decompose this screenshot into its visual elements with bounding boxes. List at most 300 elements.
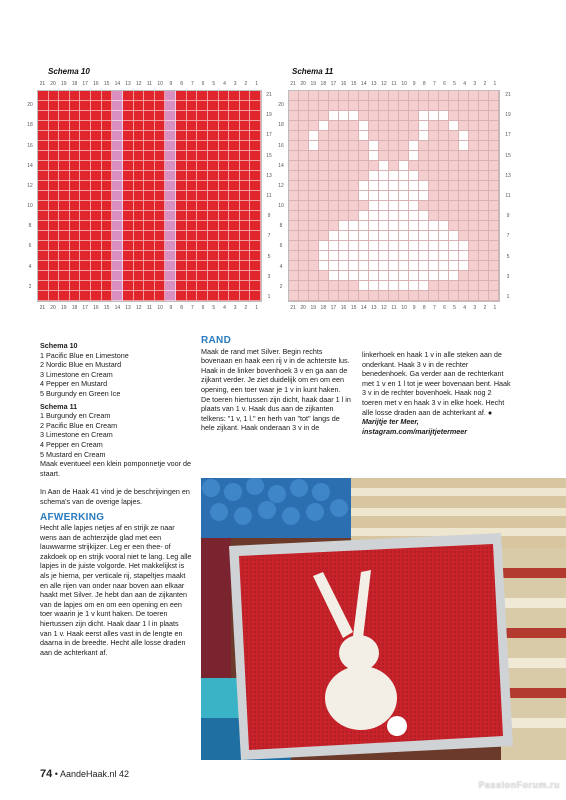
chart-cell — [208, 231, 219, 241]
chart-cell — [176, 211, 187, 221]
chart-cell — [112, 141, 123, 151]
chart-cell — [134, 181, 145, 191]
chart-cell — [409, 121, 419, 131]
grid-number: 5 — [453, 305, 456, 311]
chart-cell — [439, 291, 449, 301]
grid-number: 1 — [493, 81, 497, 87]
chart-cell — [91, 211, 102, 221]
chart-cell — [134, 171, 145, 181]
chart-cell — [349, 231, 359, 241]
chart-cell — [309, 261, 319, 271]
chart-cell — [59, 271, 70, 281]
chart-cell — [329, 151, 339, 161]
chart-cell — [389, 231, 399, 241]
chart-cell — [289, 251, 299, 261]
chart-cell — [123, 171, 134, 181]
chart-cell — [219, 241, 230, 251]
grid-number: 21 — [266, 92, 272, 99]
grid-number: 4 — [463, 305, 467, 311]
chart-cell — [469, 131, 479, 141]
chart-cell — [329, 111, 339, 121]
chart-cell — [59, 121, 70, 131]
chart-cell — [219, 281, 230, 291]
chart-cell — [49, 161, 60, 171]
chart-cell — [59, 201, 70, 211]
chart-cell — [229, 211, 240, 221]
chart-cell — [176, 121, 187, 131]
chart-cell — [439, 101, 449, 111]
chart-cell — [479, 211, 489, 221]
chart-cell — [91, 101, 102, 111]
chart-cell — [309, 221, 319, 231]
chart-cell — [197, 211, 208, 221]
grid-number: 15 — [350, 305, 357, 311]
chart-cell — [176, 261, 187, 271]
chart-cell — [123, 201, 134, 211]
chart-cell — [144, 211, 155, 221]
chart-cell — [49, 261, 60, 271]
chart-cell — [250, 191, 261, 201]
chart-cell — [449, 291, 459, 301]
chart-cell — [439, 191, 449, 201]
chart-cell — [459, 191, 469, 201]
chart-cell — [112, 231, 123, 241]
chart-cell — [123, 271, 134, 281]
chart-cell — [309, 91, 319, 101]
chart-cell — [240, 181, 251, 191]
chart-cell — [359, 221, 369, 231]
chart-cell — [389, 91, 399, 101]
chart-cell — [299, 251, 309, 261]
grid-number: 19 — [60, 81, 67, 87]
chart-cell — [155, 131, 166, 141]
chart-cell — [389, 141, 399, 151]
chart-cell — [49, 221, 60, 231]
chart-cell — [197, 271, 208, 281]
chart-cell — [379, 131, 389, 141]
chart-cell — [38, 161, 49, 171]
chart-cell — [439, 261, 449, 271]
chart-cell — [49, 251, 60, 261]
chart-cell — [369, 241, 379, 251]
chart-cell — [479, 291, 489, 301]
chart-cell — [250, 91, 261, 101]
chart-cell — [176, 151, 187, 161]
chart-cell — [176, 221, 187, 231]
grid-number: 18 — [320, 305, 327, 311]
chart-cell — [250, 151, 261, 161]
chart-cell — [489, 121, 499, 131]
chart-cell — [449, 91, 459, 101]
grid-number: 2 — [244, 81, 248, 87]
chart-cell — [70, 171, 81, 181]
chart-cell — [144, 121, 155, 131]
chart-cell — [289, 181, 299, 191]
chart-cell — [187, 221, 198, 231]
chart-cell — [399, 271, 409, 281]
grid-number: 6 — [443, 81, 446, 87]
chart-cell — [112, 211, 123, 221]
chart-cell — [329, 231, 339, 241]
chart-cell — [59, 171, 70, 181]
schema-10-chart — [37, 90, 262, 302]
chart-cell — [70, 291, 81, 301]
chart-cell — [449, 261, 459, 271]
chart-cell — [80, 231, 91, 241]
chart-cell — [80, 221, 91, 231]
chart-cell — [339, 241, 349, 251]
chart-cell — [319, 181, 329, 191]
chart-cell — [134, 101, 145, 111]
chart-cell — [38, 151, 49, 161]
chart-cell — [349, 191, 359, 201]
chart-cell — [439, 141, 449, 151]
chart-cell — [409, 241, 419, 251]
chart-cell — [240, 91, 251, 101]
chart-cell — [187, 151, 198, 161]
chart-cell — [165, 241, 176, 251]
chart-cell — [389, 171, 399, 181]
chart-cell — [369, 271, 379, 281]
chart-cell — [399, 201, 409, 211]
afwerking-heading: AFWERKING — [40, 511, 105, 523]
grid-number: 18 — [71, 81, 78, 87]
chart-cell — [59, 161, 70, 171]
grid-number: 11 — [391, 305, 397, 311]
chart-cell — [489, 151, 499, 161]
chart-cell — [289, 121, 299, 131]
chart-cell — [197, 191, 208, 201]
chart-cell — [419, 121, 429, 131]
chart-cell — [389, 161, 399, 171]
grid-number: 7 — [432, 81, 436, 87]
chart-cell — [479, 101, 489, 111]
chart-cell — [70, 131, 81, 141]
chart-cell — [319, 101, 329, 111]
chart-cell — [469, 221, 479, 231]
chart-cell — [155, 211, 166, 221]
chart-cell — [329, 281, 339, 291]
chart-cell — [379, 101, 389, 111]
chart-cell — [409, 181, 419, 191]
chart-cell — [176, 101, 187, 111]
chart-cell — [38, 251, 49, 261]
chart-cell — [439, 171, 449, 181]
chart-cell — [123, 141, 134, 151]
chart-cell — [250, 121, 261, 131]
chart-cell — [409, 281, 419, 291]
chart-cell — [319, 131, 329, 141]
chart-cell — [479, 111, 489, 121]
grid-number: 4 — [223, 305, 226, 311]
chart-cell — [112, 191, 123, 201]
chart-cell — [240, 201, 251, 211]
chart-cell — [102, 161, 113, 171]
chart-cell — [489, 201, 499, 211]
chart-cell — [134, 221, 145, 231]
grid-number: 9 — [506, 213, 510, 220]
grid-number: 18 — [27, 122, 33, 129]
chart-cell — [299, 281, 309, 291]
grid-number: 10 — [157, 305, 163, 311]
author-instagram[interactable]: instagram.com/marijtjetermeer — [362, 426, 468, 436]
chart-cell — [197, 251, 208, 261]
chart-cell — [489, 101, 499, 111]
grid-number: 21 — [505, 92, 511, 99]
chart-cell — [91, 241, 102, 251]
chart-cell — [229, 261, 240, 271]
chart-cell — [449, 101, 459, 111]
chart-cell — [134, 251, 145, 261]
chart-cell — [379, 191, 389, 201]
chart-cell — [339, 251, 349, 261]
chart-cell — [134, 111, 145, 121]
chart-cell — [319, 161, 329, 171]
chart-cell — [59, 231, 70, 241]
chart-cell — [369, 91, 379, 101]
chart-cell — [349, 101, 359, 111]
chart-cell — [449, 221, 459, 231]
chart-cell — [369, 161, 379, 171]
chart-cell — [489, 241, 499, 251]
chart-cell — [469, 141, 479, 151]
chart-cell — [70, 101, 81, 111]
chart-cell — [399, 251, 409, 261]
chart-cell — [369, 201, 379, 211]
chart-cell — [59, 291, 70, 301]
chart-cell — [369, 181, 379, 191]
chart-cell — [144, 151, 155, 161]
chart-cell — [429, 111, 439, 121]
chart-cell — [399, 291, 409, 301]
chart-cell — [409, 271, 419, 281]
chart-cell — [91, 231, 102, 241]
chart-cell — [219, 191, 230, 201]
grid-number: 10 — [278, 203, 284, 210]
chart-cell — [155, 101, 166, 111]
grid-number: 5 — [506, 253, 510, 260]
chart-cell — [299, 181, 309, 191]
chart-cell — [208, 101, 219, 111]
chart-cell — [208, 91, 219, 101]
grid-number: 11 — [505, 193, 511, 199]
grid-number: 11 — [146, 305, 153, 311]
chart-cell — [299, 271, 309, 281]
chart-cell — [134, 161, 145, 171]
chart-cell — [469, 211, 479, 221]
chart-cell — [289, 231, 299, 241]
chart-cell — [459, 251, 469, 261]
chart-cell — [379, 211, 389, 221]
chart-cell — [38, 181, 49, 191]
chart-cell — [479, 91, 489, 101]
color-list-item: 3 Limestone en Cream — [40, 369, 113, 379]
chart-cell — [197, 261, 208, 271]
chart-cell — [479, 251, 489, 261]
chart-cell — [419, 101, 429, 111]
grid-number: 2 — [244, 305, 248, 311]
chart-cell — [165, 221, 176, 231]
chart-cell — [70, 111, 81, 121]
chart-cell — [187, 211, 198, 221]
chart-cell — [469, 101, 479, 111]
chart-cell — [219, 211, 230, 221]
chart-cell — [208, 281, 219, 291]
chart-cell — [176, 141, 187, 151]
schema-11-title: Schema 11 — [292, 67, 334, 76]
author-name: Marijtje ter Meer, — [362, 417, 419, 427]
chart-cell — [399, 221, 409, 231]
chart-cell — [349, 291, 359, 301]
color-list-item: 4 Pepper en Cream — [40, 439, 103, 449]
chart-cell — [134, 191, 145, 201]
chart-cell — [155, 151, 166, 161]
chart-cell — [80, 251, 91, 261]
chart-cell — [399, 151, 409, 161]
chart-cell — [349, 161, 359, 171]
chart-cell — [123, 121, 134, 131]
chart-cell — [339, 291, 349, 301]
chart-cell — [123, 131, 134, 141]
grid-number: 5 — [453, 81, 456, 87]
chart-cell — [349, 241, 359, 251]
chart-cell — [439, 231, 449, 241]
grid-number: 19 — [266, 112, 272, 119]
chart-cell — [369, 291, 379, 301]
chart-cell — [240, 161, 251, 171]
chart-cell — [229, 221, 240, 231]
chart-cell — [429, 141, 439, 151]
chart-cell — [59, 101, 70, 111]
chart-cell — [250, 291, 261, 301]
chart-cell — [389, 181, 399, 191]
chart-cell — [319, 271, 329, 281]
chart-cell — [399, 191, 409, 201]
grid-number: 5 — [267, 253, 271, 260]
chart-cell — [359, 141, 369, 151]
chart-cell — [219, 251, 230, 261]
chart-cell — [409, 211, 419, 221]
chart-cell — [208, 171, 219, 181]
chart-cell — [197, 101, 208, 111]
rand-heading: RAND — [201, 335, 232, 346]
chart-cell — [240, 121, 251, 131]
chart-cell — [439, 121, 449, 131]
grid-number: 19 — [60, 305, 67, 311]
chart-cell — [165, 281, 176, 291]
chart-cell — [197, 171, 208, 181]
chart-cell — [289, 91, 299, 101]
chart-cell — [439, 271, 449, 281]
chart-cell — [309, 231, 319, 241]
grid-number: 3 — [233, 305, 237, 311]
chart-cell — [112, 101, 123, 111]
rand-text: Maak de rand met Silver. Begin rechts bovenaan en haak een rij v in de achterste lus. Haak in de linker bovenhoek 3 v en ga aan de zijkant verder. Je ziet duidelijk om en om een opening, een toer waar je 1 v in kunt haken. De toeren hiertussen zijn dicht, haak daar 1 l in plaats van 1 v. Haak dus aan de zijkanten telkens: "1 v, 1 l." en herh van "tot" langs de hele zijkant. Haak onderaan 3 v in de — [201, 346, 351, 433]
chart-cell — [369, 101, 379, 111]
chart-cell — [419, 181, 429, 191]
pompon-note: Maak eventueel een klein pomponnetje voor de staart. — [40, 459, 192, 478]
chart-cell — [49, 171, 60, 181]
chart-cell — [250, 241, 261, 251]
chart-cell — [319, 211, 329, 221]
chart-cell — [134, 241, 145, 251]
chart-cell — [359, 201, 369, 211]
chart-cell — [309, 251, 319, 261]
chart-cell — [339, 131, 349, 141]
chart-cell — [208, 291, 219, 301]
chart-cell — [144, 201, 155, 211]
grid-number: 14 — [114, 81, 121, 87]
chart-cell — [459, 271, 469, 281]
chart-cell — [489, 161, 499, 171]
grid-number: 7 — [506, 233, 510, 240]
chart-cell — [219, 101, 230, 111]
chart-cell — [91, 91, 102, 101]
chart-cell — [144, 141, 155, 151]
schema-11-color-list — [40, 411, 192, 459]
chart-cell — [289, 281, 299, 291]
chart-cell — [144, 181, 155, 191]
chart-cell — [419, 221, 429, 231]
chart-cell — [449, 111, 459, 121]
chart-cell — [250, 131, 261, 141]
chart-cell — [319, 171, 329, 181]
chart-cell — [299, 171, 309, 181]
chart-cell — [229, 251, 240, 261]
chart-cell — [208, 271, 219, 281]
chart-cell — [197, 111, 208, 121]
chart-cell — [229, 231, 240, 241]
chart-cell — [349, 251, 359, 261]
chart-cell — [409, 201, 419, 211]
chart-cell — [489, 191, 499, 201]
chart-cell — [389, 111, 399, 121]
chart-cell — [389, 291, 399, 301]
chart-cell — [329, 171, 339, 181]
chart-cell — [70, 191, 81, 201]
chart-cell — [479, 281, 489, 291]
chart-cell — [144, 251, 155, 261]
chart-cell — [102, 291, 113, 301]
chart-cell — [329, 291, 339, 301]
schema-11-bottom-numbers — [288, 305, 500, 313]
chart-cell — [208, 261, 219, 271]
chart-cell — [49, 181, 60, 191]
chart-cell — [102, 261, 113, 271]
chart-cell — [80, 261, 91, 271]
grid-number: 13 — [371, 81, 377, 87]
chart-cell — [155, 191, 166, 201]
chart-cell — [469, 171, 479, 181]
chart-cell — [187, 261, 198, 271]
chart-cell — [289, 101, 299, 111]
chart-cell — [165, 121, 176, 131]
chart-cell — [240, 241, 251, 251]
chart-cell — [112, 131, 123, 141]
chart-cell — [339, 221, 349, 231]
chart-cell — [176, 181, 187, 191]
grid-number: 1 — [255, 305, 259, 311]
chart-cell — [59, 131, 70, 141]
chart-cell — [389, 241, 399, 251]
chart-cell — [319, 191, 329, 201]
chart-cell — [240, 141, 251, 151]
chart-cell — [49, 191, 60, 201]
chart-cell — [439, 201, 449, 211]
chart-cell — [165, 161, 176, 171]
chart-cell — [134, 291, 145, 301]
chart-cell — [38, 241, 49, 251]
